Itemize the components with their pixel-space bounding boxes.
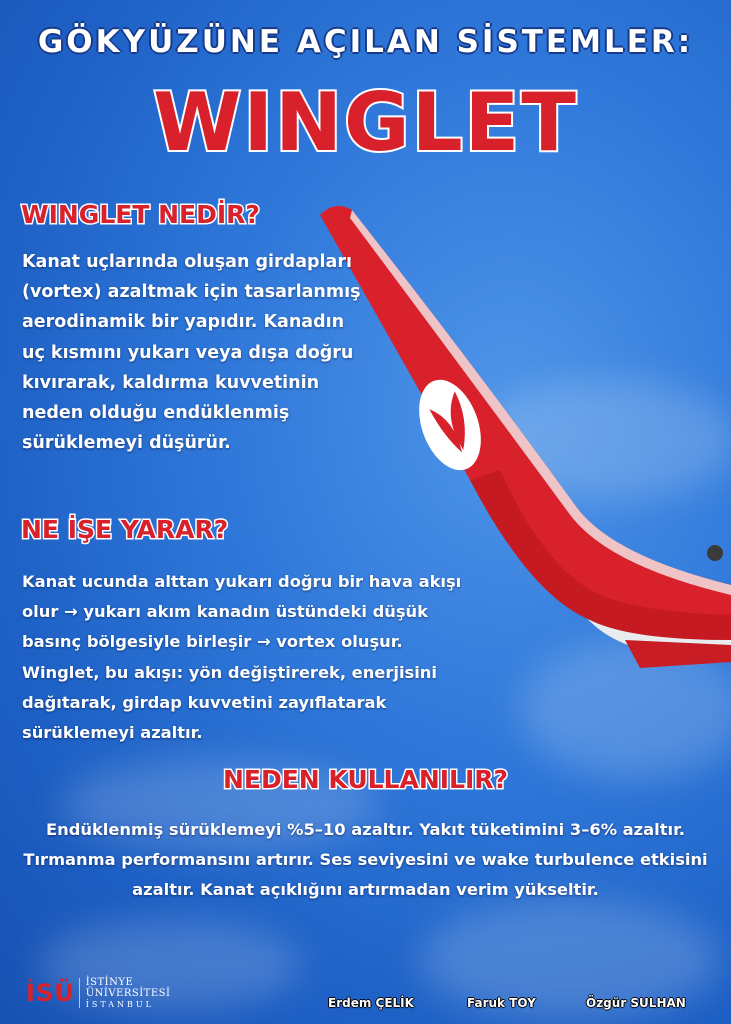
section-heading-purpose: NE İŞE YARAR? [21, 515, 229, 544]
author-name: Faruk TOY [467, 996, 536, 1010]
section-body-what: Kanat uçlarında oluşan girdapları (vortex) azaltmak için tasarlanmış aerodinamik bir yapıdır. Kanadın uç kısmını yukarı veya dışa doğru kıvırarak, kaldırma kuvvetinin neden olduğu endüklenmiş sürüklemeyi düşürür. [22, 252, 361, 454]
university-logo [26, 975, 170, 1011]
page-title: WINGLET [153, 76, 578, 169]
wing-fastener-dots [707, 545, 723, 561]
section-heading-why: NEDEN KULLANILIR? [222, 765, 509, 794]
section-body-why: Endüklenmiş sürüklemeyi %5–10 azaltır. Yakıt tüketimini 3–6% azaltır. Tırmanma performansını artırır. Ses seviyesini ve wake turbulence etkisini azaltır. Kanat açıklığını artırmadan verim yükseltir. [23, 820, 708, 899]
logo-line-3: İSTANBUL [85, 999, 154, 1009]
logo-mark: İSÜ [26, 979, 75, 1007]
author-name: Özgür SULHAN [586, 996, 686, 1010]
logo-text [86, 977, 171, 1010]
section-heading-what: WINGLET NEDİR? [21, 200, 260, 229]
section-body-purpose: Kanat ucunda alttan yukarı doğru bir hava akışı olur → yukarı akım kanadın üstündeki düşük basınç bölgesiyle birleşir → vortex oluşur. Winglet, bu akışı: yön değiştirerek, enerjisini dağıtarak, girdap kuvvetini zayıflatarak sürüklemeyi azaltır. [22, 572, 462, 743]
logo-line-2: ÜNİVERSİTESİ [85, 987, 171, 999]
logo-line-1: İSTİNYE [85, 976, 134, 988]
logo-divider [79, 978, 80, 1008]
supertitle: GÖKYÜZÜNE AÇILAN SİSTEMLER: [37, 24, 694, 60]
author-name: Erdem ÇELİK [328, 996, 414, 1010]
